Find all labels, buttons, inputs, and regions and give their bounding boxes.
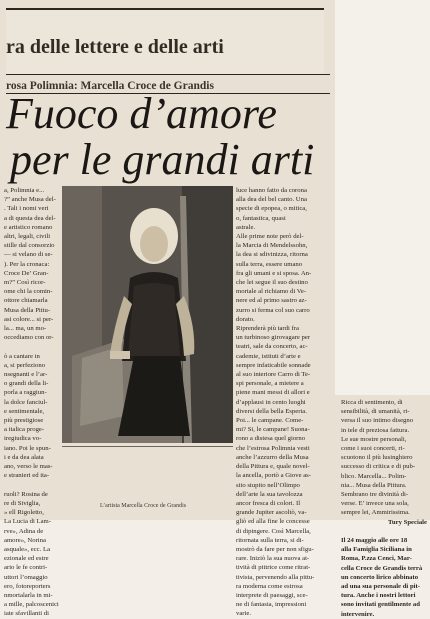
left-column-line: occediamo con or-: [4, 334, 54, 342]
left-column-line: e stranieri ed ita-: [4, 472, 50, 480]
middle-column-line: ne di fantasia, impressioni: [236, 601, 307, 609]
middle-column-line: che lei segue il suo destino: [236, 279, 308, 287]
middle-column-line: tivista, pervenendo alla pittu-: [236, 573, 315, 581]
middle-column-line: varie.: [236, 610, 252, 618]
right-column-line: successo di critica e di pub-: [341, 463, 416, 471]
middle-column-line: Alle prime note però del-: [236, 233, 304, 241]
left-column-line: re di Siviglia,: [4, 499, 41, 507]
left-column-line: porla a raggiun-: [4, 389, 47, 397]
middle-column-line: grande Jupiter ascoltò, va-: [236, 509, 307, 517]
left-column-line: iregiudica vo-: [4, 435, 42, 443]
left-column-line: ano, verso le mas-: [4, 463, 53, 471]
section-title: ra delle lettere e delle arti: [6, 36, 224, 58]
middle-column-line: della Pittura e, quale novel-: [236, 463, 310, 471]
left-column-line: stille dal consorzio: [4, 242, 55, 250]
middle-column-line: che l’estrosa Polimnia vesti: [236, 444, 310, 452]
left-column-line: ero, fotoreporters: [4, 582, 51, 590]
article-subtitle: rosa Polimnia: Marcella Croce de Grandis: [6, 80, 214, 92]
left-column-line: i e da dea alata: [4, 453, 44, 461]
paper-torn-edge: [335, 0, 430, 395]
author-signature: Tury Speciale: [388, 518, 427, 526]
middle-column-line: rare. Iniziò la sua nuova at-: [236, 555, 310, 563]
middle-column-line: teatri, sale da concerto, ac-: [236, 343, 308, 351]
middle-column-line: un turbinoso girovagare per: [236, 334, 311, 342]
photo-caption: L’artista Marcella Croce de Grandis: [100, 503, 187, 509]
middle-column-line: di dipingere. Così Marcella,: [236, 527, 311, 535]
middle-column-line: la Marcia di Mendelssohn,: [236, 242, 308, 250]
event-note-line: cella Croce de Grandis terrà: [341, 564, 423, 572]
left-column-line: asi colore... si per-: [4, 315, 54, 323]
left-column-line: amore», Norina: [4, 536, 46, 544]
left-column-line: a mille, palcoscenici: [4, 601, 59, 609]
event-note-line: Roma, P.zza Cenci, Mar-: [341, 555, 412, 563]
right-column-line: nia... Musa della Pittura.: [341, 481, 407, 489]
middle-column-line: luce hanno fatto da corona: [236, 187, 307, 194]
left-column-line: — si velano di se-: [4, 251, 53, 259]
right-column-line: sensibilità, di umanità, ri-: [341, 408, 410, 416]
right-column-line: Sembrano tre divinità di-: [341, 491, 409, 499]
middle-column-line: la dea si sdivinizza, ritorna: [236, 251, 308, 259]
article-column-left: [4, 186, 60, 618]
left-column-line: . Tali i nomi veri: [4, 205, 49, 213]
middle-column-line: dorato.: [236, 315, 255, 323]
portrait-illustration: [62, 186, 233, 443]
middle-column-line: nere ed al primo sastro az-: [236, 297, 307, 305]
article-column-right: [341, 398, 427, 618]
middle-column-line: cademie, istituti d’arte e: [236, 352, 301, 360]
article-column-middle: [236, 186, 336, 618]
middle-column-line: alla dea del bel canto. Una: [236, 196, 307, 204]
event-note-line: alla Famiglia Siciliana in: [341, 546, 412, 554]
right-column-line: scuotono il più lusinghiero: [341, 454, 413, 462]
middle-column-line: piene mani messi di allori e: [236, 389, 310, 397]
left-column-line: e artistico romano: [4, 223, 53, 231]
middle-column-line: gliò ed alla fine le concesse: [236, 518, 310, 526]
left-column-line: ruoli? Rosina de: [4, 490, 48, 498]
middle-column-line: zurro si ferma col suo carro: [236, 306, 310, 314]
middle-column-line: fra gli umani e si sposa. An-: [236, 269, 312, 277]
middle-column-line: ancor fresca di colori. Il: [236, 499, 301, 507]
left-column-line: la dolce fanciul-: [4, 398, 48, 406]
middle-column-line: d’applausi in cento luoghi: [236, 398, 306, 406]
right-column-line: blico. Marcella... Polim-: [341, 472, 407, 480]
left-column-line: nmortalarla in mi-: [4, 591, 53, 599]
middle-column-line: dell’arte la sua tavolozza: [236, 490, 303, 498]
middle-column-line: al suo interiore Carro di Te-: [236, 371, 311, 379]
portrait-photo: [62, 186, 233, 443]
middle-column-line: diversi della bella Esperia.: [236, 407, 307, 415]
middle-column-line: la ancella, portò a Giove as-: [236, 472, 312, 480]
section-header: [6, 10, 324, 74]
middle-column-line: Riprenderà più tardi fra: [236, 325, 299, 333]
event-note-line: sono invitati gentilmente ad: [341, 601, 420, 609]
event-note-line: Il 24 maggio alle ore 18: [341, 537, 408, 545]
left-column-line: iate sfavillanti di: [4, 610, 49, 618]
right-column-line: in tele di preziosa fattura.: [341, 426, 410, 434]
left-column-line: a di questa dea del-: [4, 214, 56, 222]
left-column-line: ottore chiamarla: [4, 297, 48, 305]
left-column-line: [4, 342, 60, 351]
spacer: [341, 527, 427, 536]
left-column-line: Croce De’ Gran-: [4, 269, 49, 277]
middle-column-line: o, fantastica, quasi: [236, 214, 286, 222]
left-column-line: ). Per la cronaca:: [4, 260, 50, 268]
middle-column-line: ritornata sulla terra, si di-: [236, 536, 304, 544]
middle-column-line: mi? Si, le campane! Suona-: [236, 426, 310, 434]
middle-column-line: rono a distesa quel giorno: [236, 435, 306, 443]
left-column-line: ezionale ed estre: [4, 555, 49, 563]
middle-column-line: mostrò da fare per non sfigu-: [236, 545, 314, 553]
left-column-line: asquale», ecc. La: [4, 545, 51, 553]
left-column-line: altri, legali, civili: [4, 233, 51, 241]
left-column-line: nsegnanti e l’ar-: [4, 371, 48, 379]
left-column-line: uttori l’omaggio: [4, 573, 48, 581]
left-column-line: la... ma, un mo-: [4, 325, 47, 333]
middle-column-line: interprete di paesaggi, sce-: [236, 591, 308, 599]
right-column-line: verse. E’ invece una sola,: [341, 500, 409, 508]
left-column-line: e sentimentale,: [4, 407, 45, 415]
left-column-line: ò a cantare in: [4, 352, 40, 360]
photo-frame-rule: [62, 446, 233, 447]
header-rule: [6, 74, 330, 75]
left-column-line: a, si perfeziono: [4, 361, 46, 369]
event-note-line: ad una sua personale di pit-: [341, 583, 420, 591]
middle-column-line: spi personale, a mietere a: [236, 380, 304, 388]
left-column-line: a italica proge-: [4, 426, 45, 434]
left-column-line: Musa della Pittu-: [4, 306, 51, 314]
left-column-line: iano. Poi le spun-: [4, 444, 51, 452]
left-column-line: m?” Così ricor-: [4, 279, 46, 287]
middle-column-line: specie di epopea, o mitica,: [236, 205, 307, 213]
left-column-line: rve», Adina de: [4, 527, 44, 535]
middle-column-line: anche l’azzurro della Musa: [236, 453, 309, 461]
middle-column-line: tività di pittrice come ritrat-: [236, 564, 311, 572]
headline-line-1: Fuoco d’amore: [6, 89, 277, 138]
right-column-line: versa il suo intimo disegno: [341, 417, 414, 425]
left-column-line: a, Polimnia e...: [4, 187, 45, 194]
headline-line-2: per le grandi arti: [10, 135, 315, 184]
middle-column-line: sempre infaticabile sonnade: [236, 361, 311, 369]
right-column-line: Le sue mostre personali,: [341, 435, 407, 443]
event-note-line: intervenire.: [341, 610, 375, 618]
right-column-line: come i suoi concerti, ri-: [341, 445, 405, 453]
left-column-line: » ell Rigoletto,: [4, 509, 44, 517]
event-note-line: un concerto lirico abbinato: [341, 573, 419, 581]
left-column-line: [4, 481, 60, 490]
middle-column-line: astrale.: [236, 223, 256, 231]
left-column-line: ome chi la comin-: [4, 288, 53, 296]
left-column-line: ario le fe contri-: [4, 564, 48, 572]
event-note-line: tura. Anche i nostri lettori: [341, 592, 416, 600]
middle-column-line: sito stupito nell’Olimpo: [236, 481, 300, 489]
middle-column-line: sulla terra, essere umano: [236, 260, 303, 268]
right-column-line: sempre lei, Ammirissima.: [341, 509, 410, 517]
middle-column-line: mortale al richiamo di Ve-: [236, 288, 307, 296]
left-column-line: più prestigiose: [4, 417, 44, 425]
middle-column-line: Poi... le campane. Come-: [236, 417, 304, 425]
middle-column-line: ra moderna come estrosa: [236, 582, 303, 590]
left-column-line: ?” anche Musa del-: [4, 196, 56, 204]
left-column-line: La Lucia di Lam-: [4, 518, 51, 526]
right-column-line: Ricca di sentimento, di: [341, 399, 403, 406]
left-column-line: o grandi della li-: [4, 380, 49, 388]
